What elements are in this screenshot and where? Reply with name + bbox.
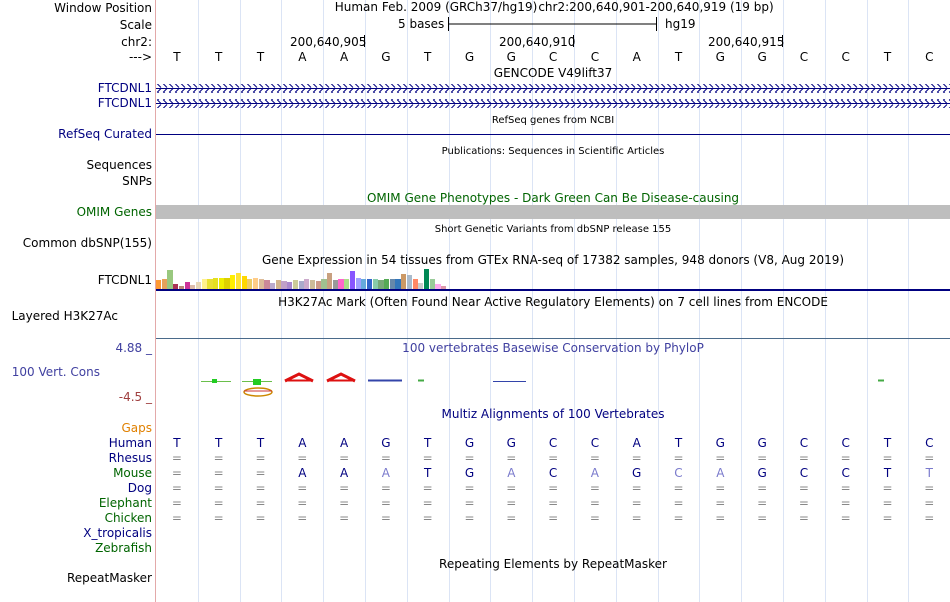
chrom-label: chr2:	[121, 35, 152, 49]
multiz-base: =	[255, 481, 266, 495]
multiz-base: =	[171, 496, 182, 510]
multiz-base: =	[506, 496, 517, 510]
multiz-base: G	[464, 436, 475, 450]
multiz-base: =	[422, 451, 433, 465]
multiz-base: G	[381, 436, 391, 450]
multiz-base: =	[255, 466, 266, 480]
multiz-base: A	[590, 466, 599, 480]
multiz-base: =	[548, 481, 559, 495]
multiz-base: =	[464, 481, 475, 495]
gtex-tissue-bar[interactable]	[430, 279, 435, 289]
multiz-base: =	[840, 496, 851, 510]
multiz-base: T	[925, 466, 933, 480]
scale-bar	[156, 14, 950, 34]
multiz-base: G	[506, 436, 516, 450]
multiz-base: C	[841, 436, 850, 450]
multiz-base: T	[883, 436, 892, 450]
scale-label: Scale	[119, 18, 152, 32]
gencode-gene-label-2[interactable]: FTCDNL1	[97, 96, 152, 110]
multiz-base: =	[297, 511, 308, 525]
genome-browser-tracks[interactable]	[156, 0, 950, 602]
reference-base: A	[298, 50, 307, 64]
gtex-tissue-bar[interactable]	[202, 279, 207, 289]
multiz-base: =	[213, 496, 224, 510]
multiz-base: =	[339, 451, 350, 465]
multiz-base: T	[424, 436, 432, 450]
multiz-base: =	[798, 451, 809, 465]
gtex-tissue-bar[interactable]	[167, 270, 172, 289]
multiz-base: =	[339, 481, 350, 495]
gtex-track-title: Gene Expression in 54 tissues from GTEx RNA-seq of 17382 samples, 948 donors (V8, Aug 2019)	[261, 253, 845, 267]
snps-track-label[interactable]: SNPs	[122, 174, 152, 188]
omim-track-label[interactable]: OMIM Genes	[76, 205, 152, 219]
phylop-track-title: 100 vertebrates Basewise Conservation by PhyloP	[402, 341, 704, 355]
reference-base: G	[506, 50, 516, 64]
multiz-base: =	[255, 496, 266, 510]
gtex-tissue-bar[interactable]	[333, 280, 338, 289]
reference-base: T	[173, 50, 181, 64]
multiz-track-title: Multiz Alignments of 100 Vertebrates	[441, 407, 665, 421]
gtex-tissue-bar[interactable]	[316, 281, 321, 289]
refseq-gene-line[interactable]	[156, 134, 950, 135]
gtex-gene-line	[156, 289, 950, 291]
multiz-base: =	[255, 451, 266, 465]
gtex-tissue-bar[interactable]	[230, 275, 235, 289]
multiz-base: =	[464, 496, 475, 510]
gtex-tissue-bar[interactable]	[293, 280, 298, 289]
multiz-base: =	[840, 451, 851, 465]
multiz-base: G	[632, 466, 642, 480]
multiz-base: =	[757, 481, 768, 495]
gtex-tissue-bar[interactable]	[213, 278, 218, 289]
phylop-max-label: 4.88 _	[115, 341, 152, 355]
multiz-base: T	[256, 436, 265, 450]
multiz-base: C	[548, 436, 558, 450]
multiz-base: =	[380, 511, 391, 525]
gtex-tissue-bar[interactable]	[156, 280, 161, 289]
gtex-tissue-bar[interactable]	[219, 278, 224, 289]
gtex-tissue-bar[interactable]	[196, 282, 201, 289]
multiz-base: C	[548, 466, 558, 480]
multiz-base: =	[548, 511, 559, 525]
gtex-tissue-bar[interactable]	[281, 281, 286, 289]
gtex-tissue-bar[interactable]	[253, 278, 258, 289]
multiz-base: =	[380, 451, 391, 465]
gtex-tissue-bar[interactable]	[338, 279, 343, 289]
multiz-base: =	[339, 511, 350, 525]
gtex-tissue-bar[interactable]	[373, 279, 378, 289]
reference-base: T	[674, 50, 683, 64]
multiz-base: =	[589, 481, 600, 495]
reference-base: T	[424, 50, 432, 64]
gtex-tissue-bar[interactable]	[407, 275, 412, 289]
phylop-conservation-plot[interactable]	[156, 360, 950, 405]
multiz-base: =	[840, 481, 851, 495]
scale-db-text: hg19	[665, 17, 696, 31]
gencode-track-title: GENCODE V49lift37	[493, 66, 613, 80]
multiz-base: =	[631, 511, 642, 525]
multiz-base: G	[715, 436, 725, 450]
gtex-tissue-bar[interactable]	[344, 279, 349, 289]
multiz-base: =	[589, 496, 600, 510]
multiz-base: C	[925, 436, 934, 450]
multiz-base: C	[799, 436, 809, 450]
multiz-base: =	[422, 511, 433, 525]
multiz-species-label[interactable]: Elephant	[98, 496, 152, 510]
multiz-species-label[interactable]: Dog	[127, 481, 152, 495]
multiz-base: C	[674, 466, 683, 480]
gtex-tissue-bar[interactable]	[424, 269, 429, 289]
coord-label-2: 200,640,910	[499, 35, 576, 49]
gtex-tissue-bar[interactable]	[207, 279, 212, 289]
gtex-tissue-bar[interactable]	[384, 279, 389, 289]
gtex-tissue-bar[interactable]	[356, 278, 361, 289]
phylop-min-label: -4.5 _	[118, 390, 152, 404]
multiz-base: =	[171, 481, 182, 495]
multiz-base: =	[380, 496, 391, 510]
multiz-base: C	[590, 436, 600, 450]
multiz-base: C	[841, 466, 850, 480]
gtex-tissue-bar[interactable]	[304, 279, 309, 289]
multiz-base: A	[339, 436, 349, 450]
multiz-base: =	[255, 511, 266, 525]
reference-base: T	[215, 50, 223, 64]
h3k27ac-track-title: H3K27Ac Mark (Often Found Near Active Regulatory Elements) on 7 cell lines from ENCODE	[278, 295, 828, 309]
multiz-base: A	[298, 466, 307, 480]
gtex-tissue-bar[interactable]	[321, 279, 326, 289]
multiz-base: =	[715, 481, 726, 495]
reference-sequence-row	[156, 50, 950, 65]
multiz-base: =	[882, 496, 893, 510]
multiz-base: =	[171, 511, 182, 525]
multiz-base: =	[589, 451, 600, 465]
gtex-tissue-bar[interactable]	[276, 280, 281, 289]
multiz-base: A	[507, 466, 516, 480]
multiz-base: =	[882, 451, 893, 465]
multiz-base: =	[757, 496, 768, 510]
multiz-gaps-label: Gaps	[121, 421, 152, 435]
multiz-base: A	[632, 436, 641, 450]
multiz-base: =	[757, 451, 768, 465]
repeatmasker-track-title: Repeating Elements by RepeatMasker	[439, 557, 667, 571]
reference-base: C	[590, 50, 600, 64]
omim-track-title: OMIM Gene Phenotypes - Dark Green Can Be Disease-causing	[366, 191, 740, 205]
multiz-base: =	[673, 481, 684, 495]
multiz-base: =	[213, 481, 224, 495]
reference-base: G	[757, 50, 767, 64]
multiz-base: =	[464, 451, 475, 465]
gtex-tissue-bar[interactable]	[162, 279, 167, 289]
multiz-base: G	[757, 436, 767, 450]
track-labels-panel	[0, 0, 155, 602]
multiz-base: =	[548, 451, 559, 465]
gtex-tissue-bar[interactable]	[401, 274, 406, 289]
coord-label-1: 200,640,905	[290, 35, 367, 49]
multiz-species-label[interactable]: X_tropicalis	[83, 526, 152, 540]
gencode-gene-label-1[interactable]: FTCDNL1	[97, 81, 152, 95]
phylop-track-label[interactable]: 100 Vert. Cons	[11, 365, 100, 379]
gtex-tissue-bar[interactable]	[350, 271, 355, 289]
multiz-base: =	[422, 481, 433, 495]
multiz-base: =	[715, 451, 726, 465]
multiz-base: T	[173, 436, 181, 450]
multiz-base: A	[716, 466, 725, 480]
multiz-base: =	[213, 451, 224, 465]
multiz-base: =	[171, 451, 182, 465]
gtex-tissue-bar[interactable]	[247, 279, 252, 289]
multiz-base: =	[798, 511, 809, 525]
multiz-base: =	[924, 496, 935, 510]
multiz-base: =	[506, 481, 517, 495]
reference-base: C	[925, 50, 934, 64]
reference-base: C	[799, 50, 809, 64]
gtex-tissue-bar[interactable]	[259, 279, 264, 289]
gtex-tissue-bar[interactable]	[361, 279, 366, 289]
multiz-species-label[interactable]: Human	[108, 436, 152, 450]
reference-base: G	[381, 50, 391, 64]
gtex-tissue-bar[interactable]	[327, 273, 332, 289]
multiz-base: =	[380, 481, 391, 495]
position-text: chr2:200,640,901-200,640,919 (19 bp)	[538, 0, 774, 14]
h3k27ac-baseline	[156, 338, 950, 339]
coord-label-3: 200,640,915	[708, 35, 785, 49]
assembly-text: Human Feb. 2009 (GRCh37/hg19)	[334, 0, 538, 14]
gtex-tissue-bar[interactable]	[224, 278, 229, 289]
dbsnp-track-title: Short Genetic Variants from dbSNP release 155	[434, 224, 672, 235]
reference-base: C	[841, 50, 850, 64]
multiz-species-label[interactable]: Zebrafish	[95, 541, 152, 555]
multiz-species-label[interactable]: Chicken	[104, 511, 152, 525]
multiz-base: =	[924, 451, 935, 465]
gencode-gene-models[interactable]	[156, 80, 950, 110]
refseq-track-label[interactable]: RefSeq Curated	[58, 127, 152, 141]
gtex-tissue-bar[interactable]	[299, 281, 304, 289]
multiz-base: =	[882, 481, 893, 495]
multiz-base: C	[799, 466, 809, 480]
reference-base: A	[339, 50, 349, 64]
scale-bases-text: 5 bases	[398, 17, 445, 31]
gtex-expression-bars[interactable]	[156, 267, 950, 289]
multiz-base: =	[548, 496, 559, 510]
gtex-tissue-bar[interactable]	[310, 280, 315, 289]
reference-base: T	[883, 50, 892, 64]
multiz-base: =	[464, 511, 475, 525]
gtex-tissue-bar[interactable]	[287, 282, 292, 289]
gtex-tissue-bar[interactable]	[413, 279, 418, 289]
gtex-track-label[interactable]: FTCDNL1	[97, 273, 152, 287]
multiz-base: =	[631, 481, 642, 495]
strand-arrow-label: --->	[128, 50, 152, 64]
multiz-base: =	[924, 511, 935, 525]
window-position-label: Window Position	[54, 1, 152, 15]
multiz-base: =	[631, 451, 642, 465]
reference-base: G	[715, 50, 725, 64]
multiz-species-label[interactable]: Mouse	[113, 466, 152, 480]
multiz-base: G	[757, 466, 767, 480]
multiz-base: =	[422, 496, 433, 510]
reference-base: G	[464, 50, 475, 64]
multiz-base: =	[297, 481, 308, 495]
multiz-base: G	[464, 466, 475, 480]
gtex-tissue-bar[interactable]	[378, 280, 383, 289]
multiz-base: T	[674, 436, 683, 450]
multiz-base: =	[171, 466, 182, 480]
multiz-base: =	[715, 511, 726, 525]
refseq-track-title: RefSeq genes from NCBI	[491, 115, 615, 126]
multiz-base: =	[924, 481, 935, 495]
multiz-base: =	[297, 451, 308, 465]
repeatmasker-track-label[interactable]: RepeatMasker	[66, 571, 152, 585]
reference-base: C	[548, 50, 558, 64]
multiz-base: =	[715, 496, 726, 510]
multiz-base: =	[673, 496, 684, 510]
publications-track-title: Publications: Sequences in Scientific Articles	[441, 146, 665, 157]
multiz-base: =	[840, 511, 851, 525]
multiz-base: =	[798, 481, 809, 495]
multiz-species-label[interactable]: Rhesus	[108, 451, 152, 465]
gtex-tissue-bar[interactable]	[264, 280, 269, 289]
multiz-base: =	[506, 511, 517, 525]
multiz-base: =	[213, 466, 224, 480]
multiz-base: A	[339, 466, 349, 480]
reference-base: A	[632, 50, 641, 64]
omim-phenotype-bar[interactable]	[156, 205, 950, 219]
h3k27ac-track-label[interactable]: Layered H3K27Ac	[11, 309, 118, 323]
multiz-base: =	[882, 511, 893, 525]
dbsnp-track-label[interactable]: Common dbSNP(155)	[22, 236, 152, 250]
multiz-base: A	[381, 466, 390, 480]
multiz-base: =	[506, 451, 517, 465]
multiz-base: T	[883, 466, 892, 480]
gtex-tissue-bar[interactable]	[390, 279, 395, 289]
gtex-tissue-bar[interactable]	[242, 276, 247, 289]
multiz-base: =	[673, 451, 684, 465]
multiz-base: =	[589, 511, 600, 525]
multiz-base: =	[297, 496, 308, 510]
multiz-base: =	[673, 511, 684, 525]
gtex-tissue-bar[interactable]	[367, 279, 372, 289]
multiz-base: T	[215, 436, 223, 450]
multiz-base: T	[424, 466, 432, 480]
coord-ticks	[156, 33, 950, 49]
publications-track-label[interactable]: Sequences	[86, 158, 152, 172]
multiz-base: =	[339, 496, 350, 510]
gtex-tissue-bar[interactable]	[185, 282, 190, 289]
gtex-tissue-bar[interactable]	[236, 273, 241, 289]
multiz-base: =	[798, 496, 809, 510]
multiz-base: =	[631, 496, 642, 510]
multiz-base: =	[213, 511, 224, 525]
gtex-tissue-bar[interactable]	[395, 279, 400, 289]
multiz-base: =	[757, 511, 768, 525]
reference-base: T	[256, 50, 265, 64]
multiz-base: A	[298, 436, 307, 450]
